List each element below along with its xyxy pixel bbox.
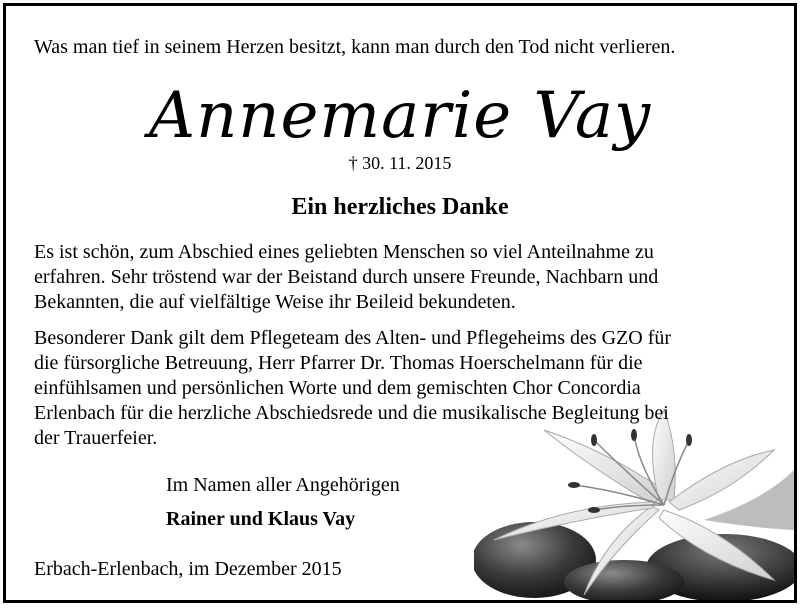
paragraph-line: Besonderer Dank gilt dem Pflegeteam des Alten- und Pflegeheims des GZO für [34,327,672,349]
death-date: † 30. 11. 2015 [348,153,452,173]
paragraph-line: Erlenbach für die herzliche Abschiedsrede und die musikalische Begleitung bei [34,402,669,424]
obituary-notice [3,3,797,603]
paragraph-line: Es ist schön, zum Abschied eines geliebten Menschen so viel Anteilnahme zu [34,241,654,263]
paragraph-line: erfahren. Sehr tröstend war der Beistand durch unsere Freunde, Nachbarn und [34,266,659,288]
thanks-paragraph-1 [34,240,774,315]
signature-names: Rainer und Klaus Vay [166,508,356,530]
deceased-name: Annemarie Vay [148,79,652,153]
place-and-date: Erbach-Erlenbach, im Dezember 2015 [34,558,342,580]
thanks-heading: Ein herzliches Danke [291,194,509,220]
signature-intro: Im Namen aller Angehörigen [166,474,400,496]
paragraph-line: einfühlsamen und persönlichen Worte und dem gemischten Chor Concordia [34,377,641,399]
paragraph-line: Bekannten, die auf vielfältige Weise ihr Beileid bekundeten. [34,291,516,313]
motto-quote: Was man tief in seinem Herzen besitzt, kann man durch den Tod nicht verlieren. [34,36,676,58]
paragraph-line: die fürsorgliche Betreuung, Herr Pfarrer Dr. Thomas Hoerschelmann für die [34,352,643,374]
paragraph-line: der Trauerfeier. [34,427,158,449]
thanks-paragraph-2 [34,326,774,451]
